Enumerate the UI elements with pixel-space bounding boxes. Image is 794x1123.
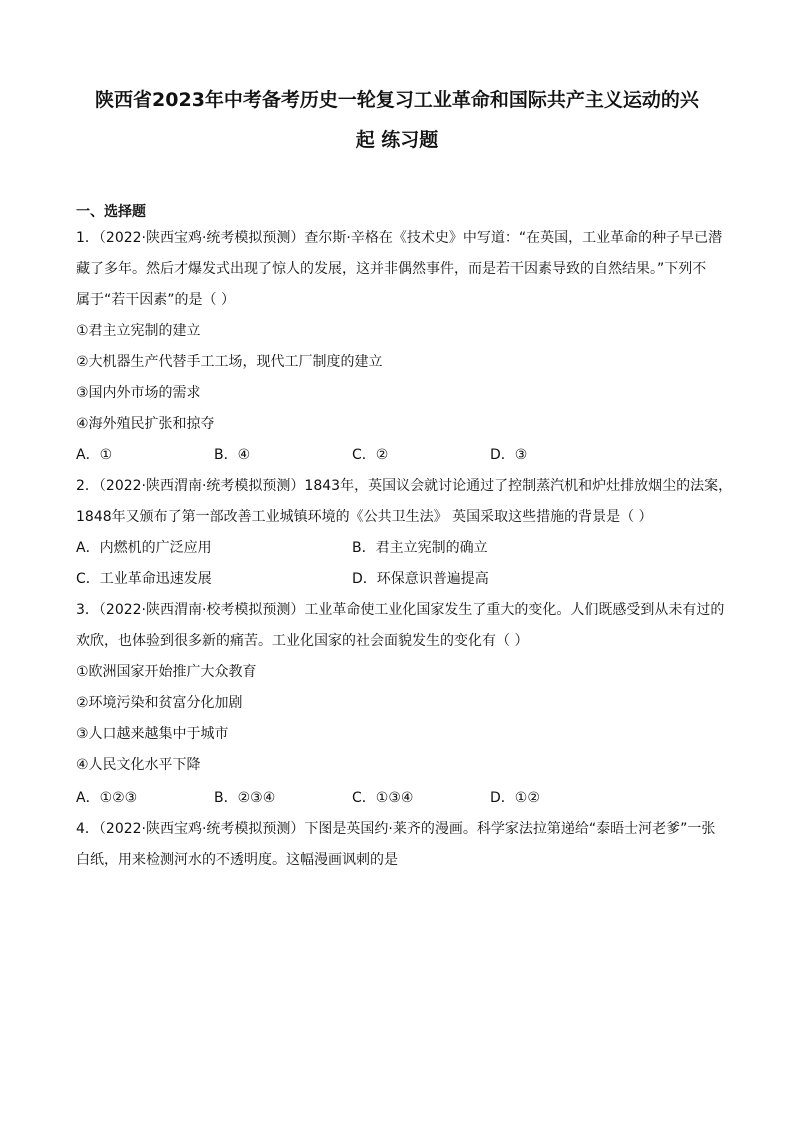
question-3-item-4: ④人民文化水平下降 [76,757,201,773]
question-1-item-4: ④海外殖民扩张和掠夺 [76,416,215,432]
question-1-item-1: ①君主立宪制的建立 [76,323,201,339]
question-1-item-3: ③国内外市场的需求 [76,385,201,401]
question-1-text-line2: 藏了多年。然后才爆发式出现了惊人的发展，这并非偶然事件，而是若干因素导致的自然结果。”下列不 [76,261,707,277]
question-2-text-line2: 1848年又颁布了第一部改善工业城镇环境的《公共卫生法》 英国采取这些措施的背景是（ ） [76,509,653,525]
question-2-text-line1: 2．（2022·陕西渭南·统考模拟预测）1843年，英国议会就讨论通过了控制蒸汽机和炉灶排放烟尘的法案， [76,478,733,494]
question-3-option-c[interactable]: C．①③④ [352,790,414,806]
question-1-option-d[interactable]: D．③ [490,447,528,463]
question-3-option-b[interactable]: B．②③④ [214,790,276,806]
question-2-option-c[interactable]: C．工业革命迅速发展 [76,571,212,587]
question-1-option-b[interactable]: B．④ [214,447,251,463]
question-1-option-a[interactable]: A．① [76,447,113,463]
question-3-option-a[interactable]: A．①②③ [76,790,138,806]
question-2-option-b[interactable]: B．君主立宪制的确立 [352,540,488,556]
question-3-item-2: ②环境污染和贫富分化加剧 [76,695,243,711]
question-4-text-line1: 4．（2022·陕西宝鸡·统考模拟预测）下图是英国约·莱齐的漫画。科学家法拉第递给“泰晤士河老爹”一张 [76,821,716,837]
document-title-line1: 陕西省2023年中考备考历史一轮复习工业革命和国际共产主义运动的兴 [95,89,699,111]
question-1-text-line3: 属于“若干因素”的是（ ） [76,292,235,308]
question-2-option-d[interactable]: D．环保意识普遍提高 [352,571,489,587]
document-title-line2: 起 练习题 [355,129,439,151]
question-2-option-a[interactable]: A．内燃机的广泛应用 [76,540,212,556]
question-1-item-2: ②大机器生产代替手工工场，现代工厂制度的建立 [76,354,383,370]
question-4-text-line2: 白纸，用来检测河水的不透明度。这幅漫画讽刺的是 [76,852,398,868]
question-3-item-3: ③人口越来越集中于城市 [76,726,229,742]
question-3-text-line2: 欢欣，也体验到很多新的痛苦。工业化国家的社会面貌发生的变化有（ ） [76,633,529,649]
question-3-item-1: ①欧洲国家开始推广大众教育 [76,664,257,680]
question-1-option-c[interactable]: C．② [352,447,389,463]
question-3-option-d[interactable]: D．①② [490,790,540,806]
section-heading: 一、选择题 [76,204,146,220]
question-1-text-line1: 1．（2022·陕西宝鸡·统考模拟预测）查尔斯·辛格在《技术史》中写道：“在英国，工业革命的种子早已潜 [76,230,723,246]
question-3-text-line1: 3．（2022·陕西渭南·校考模拟预测）工业革命使工业化国家发生了重大的变化。人们既感受到从未有过的 [76,602,725,618]
